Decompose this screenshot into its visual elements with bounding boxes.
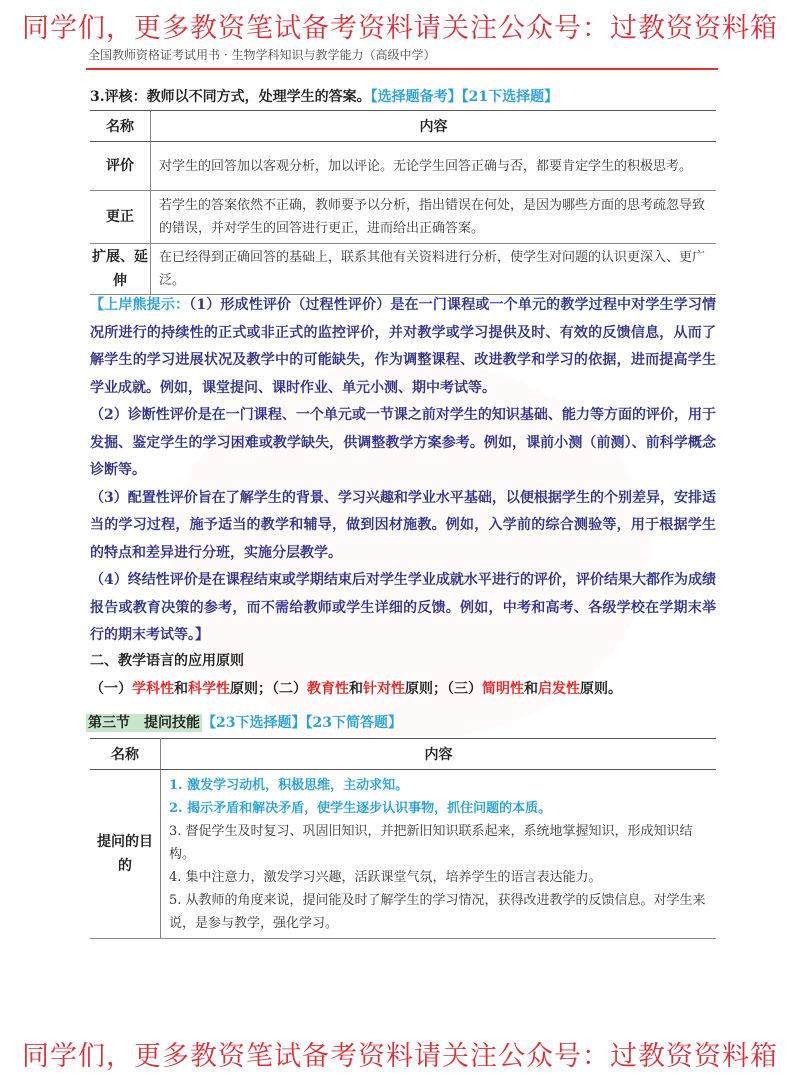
bottom-banner: 同学们，更多教资笔试备考资料请关注公众号：过教资资料箱 (22, 1041, 778, 1072)
questioning-col-name: 名称 (90, 739, 161, 770)
principle-keyword: 学科性 (132, 681, 174, 697)
assessment-tips (90, 292, 716, 650)
purpose-item: 2. 揭示矛盾和解决矛盾，使学生逐步认识事物，抓住问题的本质。 (169, 800, 552, 816)
row-content-correct: 若学生的答案依然不正确，教师要予以分析，指出错误在何处，是因为哪些方面的思考疏忽导致的错误，并对学生的回答进行更正，进而给出正确答案。 (151, 191, 717, 244)
top-banner: 同学们，更多教资笔试备考资料请关注公众号：过教资资料箱 (22, 13, 778, 44)
principle-keyword: 针对性 (363, 681, 405, 697)
table-row (90, 244, 716, 295)
tip-lead: 【上岸熊提示： (90, 297, 190, 313)
evaluation-table (90, 110, 716, 295)
principle-part: 和 (174, 681, 188, 697)
tip-formative (90, 292, 716, 402)
principle-keyword: 教育性 (307, 681, 349, 697)
principle-keyword: 简明性 (482, 681, 524, 697)
questioning-section-label: 第三节 提问技能 (88, 715, 200, 731)
row-content-extend: 在已经得到正确回答的基础上，联系其他有关资料进行分析，使学生对问题的认识更深入、更广泛。 (151, 244, 717, 295)
tip-placement: （3）配置性评价旨在了解学生的背景、学习兴趣和学业水平基础，以便根据学生的个别差异，安排适当的学习过程，施予适当的教学和辅导，做到因材施教。例如，入学前的综合测验等，用于根据学生的特点和差异进行分班，实施分层教学。 (90, 489, 716, 561)
row-content-evaluate: 对学生的回答加以客观分析，加以评论。无论学生回答正确与否，都要肯定学生的积极思考。 (151, 142, 717, 191)
row-name-extend: 扩展、延伸 (90, 244, 151, 295)
purpose-item: 4. 集中注意力，激发学习兴趣，活跃课堂气氛，培养学生的语言表达能力。 (169, 869, 602, 885)
questioning-tag-short: 【23下简答题】 (305, 715, 402, 731)
tip-formative-text: （1）形成性评价（过程性评价）是在一门课程或一个单元的教学过程中对学生学习情况所进行的持续性的正式或非正式的监控评价，并对教学或学习提供及时、有效的反馈信息，从而了解学生的学习进展状况及教学中的可能缺失，作为调整课程、改进教学和学习的依据，进而提高学生学业成就。例如，课堂提问、课时作业、单元小测、期中考试等。 (90, 297, 716, 396)
evaluation-section-title (90, 86, 558, 106)
questioning-table-header (90, 739, 716, 770)
purpose-item: 1. 激发学习动机，积极思维，主动求知。 (169, 777, 409, 793)
table-row (90, 191, 716, 244)
header-rule (86, 68, 718, 70)
table-row (90, 142, 716, 191)
language-principles (90, 678, 622, 698)
row-name-purpose: 提问的目的 (90, 770, 161, 939)
book-subtitle: 全国教师资格证考试用书 · 生物学科知识与教学能力（高级中学） (88, 48, 436, 62)
evaluation-title-text: 3.评核：教师以不同方式，处理学生的答案。 (90, 89, 371, 105)
tip-summative: （4）终结性评价是在课程结束或学期结束后对学生学业成就水平进行的评价，评价结果大都作为成绩报告或教育决策的参考，而不需给教师或学生详细的反馈。例如，中考和高考、各级学校在学期末举行的期末考试等。】 (90, 572, 716, 643)
table-row (90, 770, 716, 939)
purpose-item: 5. 从教师的角度来说，提问能及时了解学生的学习情况，获得改进教学的反馈信息。对学生来说，是参与教学，强化学习。 (169, 892, 706, 931)
questioning-col-content: 内容 (161, 739, 717, 770)
principle-part: 原则；（三） (405, 681, 482, 697)
row-name-evaluate: 评价 (90, 142, 151, 191)
principle-part: 原则。 (580, 681, 622, 697)
principle-keyword: 科学性 (188, 681, 230, 697)
purpose-list (161, 770, 717, 939)
teaching-language-heading: 二、教学语言的应用原则 (90, 653, 244, 669)
evaluation-table-header (90, 111, 716, 142)
row-name-correct: 更正 (90, 191, 151, 244)
evaluation-col-name: 名称 (90, 111, 151, 142)
evaluation-tag-21: 【21下选择题】 (461, 89, 559, 105)
questioning-section-title (86, 712, 402, 732)
principle-keyword: 启发性 (538, 681, 580, 697)
principle-part: 和 (349, 681, 363, 697)
principle-part: 原则；（二） (230, 681, 307, 697)
questioning-tag-choice: 【23下选择题】 (202, 715, 306, 731)
evaluation-col-content: 内容 (151, 111, 717, 142)
principle-part: 和 (524, 681, 538, 697)
principle-part: （一） (90, 681, 132, 697)
questioning-table (90, 738, 716, 939)
tip-diagnostic: （2）诊断性评价是在一门课程、一个单元或一节课之前对学生的知识基础、能力等方面的评价，用于发掘、鉴定学生的学习困难或教学缺失，供调整教学方案参考。例如，课前小测（前测）、前科学概念诊断等。 (90, 407, 716, 478)
purpose-item: 3. 督促学生及时复习、巩固旧知识，并把新旧知识联系起来，系统地掌握知识，形成知识结构。 (169, 823, 693, 862)
evaluation-tag-choice: 【选择题备考】 (370, 89, 462, 105)
